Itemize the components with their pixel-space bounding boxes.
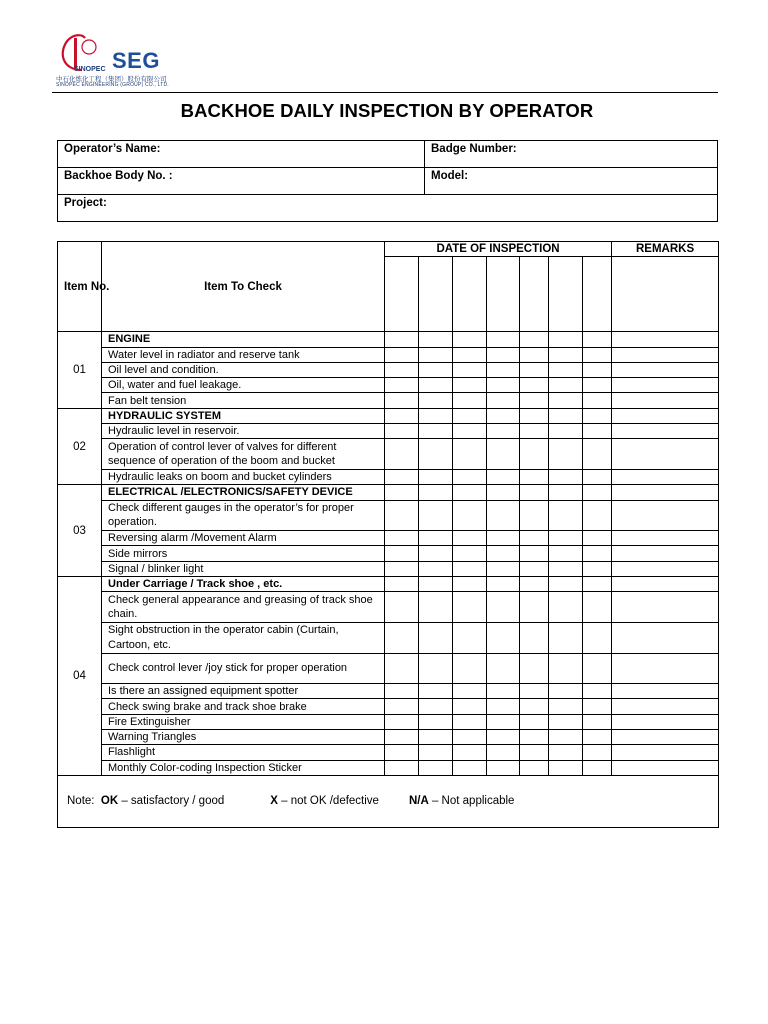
date-check-cell[interactable] [385, 439, 419, 470]
date-check-cell[interactable] [453, 347, 487, 362]
check-item: Check different gauges in the operator’s for proper operation. [102, 500, 385, 531]
date-check-cell[interactable] [487, 714, 520, 729]
date-check-cell[interactable] [419, 439, 453, 470]
check-item: Flashlight [102, 745, 385, 760]
table-row [58, 424, 719, 439]
check-item: Check general appearance and greasing of track shoe chain. [102, 592, 385, 623]
table-row [58, 362, 719, 377]
date-check-cell[interactable] [549, 730, 583, 745]
date-check-cell[interactable] [487, 622, 520, 653]
date-check-cell[interactable] [520, 408, 549, 423]
date-check-cell[interactable] [549, 622, 583, 653]
date-check-cell[interactable] [419, 500, 453, 531]
date-check-cell[interactable] [385, 332, 419, 347]
date-check-cell[interactable] [487, 439, 520, 470]
check-item: Monthly Color-coding Inspection Sticker [102, 760, 385, 775]
table-row [58, 760, 719, 775]
remarks-cell[interactable] [612, 332, 719, 347]
remarks-cell[interactable] [612, 347, 719, 362]
check-item: Reversing alarm /Movement Alarm [102, 531, 385, 546]
remarks-cell[interactable] [612, 684, 719, 699]
item-number: 04 [58, 577, 102, 776]
check-item: Oil, water and fuel leakage. [102, 378, 385, 393]
badge-text: SINOPEC [74, 66, 106, 73]
date-check-cell[interactable] [419, 531, 453, 546]
date-check-cell[interactable] [520, 531, 549, 546]
date-check-cell[interactable] [385, 500, 419, 531]
date-check-cell[interactable] [549, 424, 583, 439]
remarks-cell[interactable] [612, 622, 719, 653]
section-header-row [58, 577, 719, 592]
date-check-cell[interactable] [487, 378, 520, 393]
check-item: Water level in radiator and reserve tank [102, 347, 385, 362]
date-check-cell[interactable] [583, 531, 612, 546]
date-check-cell[interactable] [583, 424, 612, 439]
check-item: Hydraulic level in reservoir. [102, 424, 385, 439]
date-check-cell[interactable] [453, 699, 487, 714]
date-check-cell[interactable] [487, 362, 520, 377]
check-item: Is there an assigned equipment spotter [102, 684, 385, 699]
date-column-header[interactable] [487, 257, 520, 332]
date-check-cell[interactable] [583, 653, 612, 684]
date-check-cell[interactable] [520, 347, 549, 362]
date-check-cell[interactable] [583, 332, 612, 347]
date-check-cell[interactable] [453, 730, 487, 745]
date-check-cell[interactable] [583, 469, 612, 484]
date-check-cell[interactable] [419, 424, 453, 439]
remarks-cell[interactable] [612, 408, 719, 423]
date-check-cell[interactable] [385, 561, 419, 576]
date-check-cell[interactable] [583, 561, 612, 576]
date-check-cell[interactable] [453, 577, 487, 592]
x-key: X [270, 795, 278, 808]
date-check-cell[interactable] [419, 393, 453, 408]
date-check-cell[interactable] [453, 684, 487, 699]
date-check-cell[interactable] [549, 577, 583, 592]
remarks-header: REMARKS [612, 242, 719, 257]
na-key: N/A [408, 795, 429, 808]
date-check-cell[interactable] [583, 622, 612, 653]
date-check-cell[interactable] [549, 561, 583, 576]
remarks-cell[interactable] [612, 439, 719, 470]
table-row [58, 684, 719, 699]
table-row [58, 500, 719, 531]
date-check-cell[interactable] [487, 347, 520, 362]
document-title: BACKHOE DAILY INSPECTION BY OPERATOR [180, 100, 594, 121]
check-item: Oil level and condition. [102, 362, 385, 377]
date-check-cell[interactable] [453, 332, 487, 347]
date-check-cell[interactable] [453, 622, 487, 653]
date-check-cell[interactable] [583, 745, 612, 760]
date-check-cell[interactable] [487, 408, 520, 423]
item-number: 02 [58, 408, 102, 484]
date-check-cell[interactable] [549, 408, 583, 423]
date-check-cell[interactable] [487, 485, 520, 500]
date-check-cell[interactable] [385, 362, 419, 377]
section-header-row [58, 332, 719, 347]
inspection-table [57, 241, 719, 828]
date-check-cell[interactable] [453, 653, 487, 684]
date-check-cell[interactable] [385, 699, 419, 714]
date-check-cell[interactable] [487, 745, 520, 760]
date-check-cell[interactable] [385, 622, 419, 653]
date-check-cell[interactable] [385, 531, 419, 546]
date-check-cell[interactable] [385, 714, 419, 729]
date-check-cell[interactable] [549, 714, 583, 729]
date-check-cell[interactable] [385, 546, 419, 561]
date-check-cell[interactable] [520, 546, 549, 561]
date-check-cell[interactable] [549, 745, 583, 760]
check-item: Check control lever /joy stick for proper operation [102, 653, 385, 684]
date-check-cell[interactable] [385, 684, 419, 699]
date-check-cell[interactable] [549, 653, 583, 684]
date-check-cell[interactable] [520, 332, 549, 347]
remarks-cell[interactable] [612, 393, 719, 408]
company-name-en: SINOPEC ENGINEERING (GROUP) CO., LTD. [56, 82, 169, 88]
date-check-cell[interactable] [549, 546, 583, 561]
date-check-cell[interactable] [419, 577, 453, 592]
remarks-cell[interactable] [612, 500, 719, 531]
section-title: Under Carriage / Track shoe , etc. [102, 577, 385, 592]
date-check-cell[interactable] [487, 500, 520, 531]
date-check-cell[interactable] [583, 714, 612, 729]
date-check-cell[interactable] [453, 745, 487, 760]
table-row [58, 730, 719, 745]
date-check-cell[interactable] [520, 592, 549, 623]
date-check-cell[interactable] [583, 393, 612, 408]
date-check-cell[interactable] [453, 408, 487, 423]
date-check-cell[interactable] [385, 347, 419, 362]
date-check-cell[interactable] [419, 332, 453, 347]
date-check-cell[interactable] [453, 439, 487, 470]
date-check-cell[interactable] [385, 393, 419, 408]
na-text: – Not applicable [431, 795, 515, 808]
date-check-cell[interactable] [520, 653, 549, 684]
date-check-cell[interactable] [487, 684, 520, 699]
date-check-cell[interactable] [419, 347, 453, 362]
date-column-header[interactable] [453, 257, 487, 332]
date-check-cell[interactable] [520, 439, 549, 470]
date-check-cell[interactable] [453, 485, 487, 500]
date-check-cell[interactable] [487, 577, 520, 592]
table-row [58, 439, 719, 470]
remarks-cell[interactable] [612, 699, 719, 714]
remarks-cell[interactable] [612, 653, 719, 684]
date-check-cell[interactable] [419, 622, 453, 653]
check-item: Fire Extinguisher [102, 714, 385, 729]
note-row [58, 775, 719, 827]
date-check-cell[interactable] [520, 760, 549, 775]
item-number: 01 [58, 332, 102, 408]
badge-number-field[interactable]: Badge Number: [425, 141, 718, 168]
item-number: 03 [58, 485, 102, 577]
date-check-cell[interactable] [487, 424, 520, 439]
date-check-cell[interactable] [520, 577, 549, 592]
remarks-column-header[interactable] [612, 257, 719, 332]
date-check-cell[interactable] [385, 469, 419, 484]
company-name-cn: 中石化炼化工程（集团）股份有限公司 [56, 76, 167, 83]
check-item: Check swing brake and track shoe brake [102, 699, 385, 714]
section-title: ELECTRICAL /ELECTRONICS/SAFETY DEVICE [102, 485, 385, 500]
date-check-cell[interactable] [520, 699, 549, 714]
section-header-row [58, 485, 719, 500]
date-check-cell[interactable] [583, 760, 612, 775]
date-check-cell[interactable] [419, 378, 453, 393]
check-item: Operation of control lever of valves for different sequence of operation of the boom and bucket [102, 439, 385, 470]
date-check-cell[interactable] [520, 378, 549, 393]
remarks-cell[interactable] [612, 592, 719, 623]
date-check-cell[interactable] [487, 393, 520, 408]
date-check-cell[interactable] [453, 362, 487, 377]
date-check-cell[interactable] [487, 592, 520, 623]
table-row [58, 378, 719, 393]
table-row [58, 531, 719, 546]
date-check-cell[interactable] [549, 485, 583, 500]
body-no-field[interactable]: Backhoe Body No. : [58, 168, 425, 195]
date-check-cell[interactable] [453, 500, 487, 531]
item-no-header: Item No. [58, 242, 102, 332]
table-row [58, 393, 719, 408]
date-check-cell[interactable] [549, 332, 583, 347]
date-check-cell[interactable] [583, 362, 612, 377]
date-check-cell[interactable] [520, 730, 549, 745]
date-check-cell[interactable] [419, 469, 453, 484]
date-check-cell[interactable] [549, 469, 583, 484]
table-row [58, 622, 719, 653]
date-check-cell[interactable] [520, 622, 549, 653]
model-field[interactable]: Model: [425, 168, 718, 195]
date-check-cell[interactable] [487, 546, 520, 561]
date-check-cell[interactable] [549, 699, 583, 714]
date-check-cell[interactable] [419, 745, 453, 760]
date-check-cell[interactable] [583, 408, 612, 423]
date-check-cell[interactable] [583, 684, 612, 699]
date-check-cell[interactable] [419, 653, 453, 684]
ok-text: – satisfactory / good [121, 795, 225, 808]
date-check-cell[interactable] [549, 378, 583, 393]
date-check-cell[interactable] [487, 332, 520, 347]
date-check-cell[interactable] [583, 485, 612, 500]
date-check-cell[interactable] [419, 485, 453, 500]
date-check-cell[interactable] [385, 653, 419, 684]
date-check-cell[interactable] [453, 531, 487, 546]
date-check-cell[interactable] [453, 592, 487, 623]
date-check-cell[interactable] [385, 592, 419, 623]
table-row [58, 714, 719, 729]
remarks-cell[interactable] [612, 730, 719, 745]
remarks-cell[interactable] [612, 531, 719, 546]
table-row [58, 347, 719, 362]
date-check-cell[interactable] [453, 546, 487, 561]
check-item: Hydraulic leaks on boom and bucket cylinders [102, 469, 385, 484]
date-check-cell[interactable] [419, 362, 453, 377]
remarks-cell[interactable] [612, 424, 719, 439]
date-check-cell[interactable] [453, 760, 487, 775]
table-row [58, 561, 719, 576]
check-item: Warning Triangles [102, 730, 385, 745]
date-column-header[interactable] [549, 257, 583, 332]
check-item: Sight obstruction in the operator cabin (Curtain, Cartoon, etc. [102, 622, 385, 653]
date-check-cell[interactable] [453, 424, 487, 439]
section-title: ENGINE [102, 332, 385, 347]
date-check-cell[interactable] [487, 699, 520, 714]
date-check-cell[interactable] [549, 684, 583, 699]
date-column-header[interactable] [583, 257, 612, 332]
date-check-cell[interactable] [549, 362, 583, 377]
date-column-header[interactable] [419, 257, 453, 332]
date-check-cell[interactable] [453, 714, 487, 729]
item-header: Item To Check [102, 242, 385, 332]
date-check-cell[interactable] [520, 393, 549, 408]
date-check-cell[interactable] [385, 577, 419, 592]
date-check-cell[interactable] [583, 439, 612, 470]
date-check-cell[interactable] [520, 561, 549, 576]
date-check-cell[interactable] [549, 347, 583, 362]
date-check-cell[interactable] [549, 500, 583, 531]
check-item: Signal / blinker light [102, 561, 385, 576]
date-check-cell[interactable] [583, 546, 612, 561]
check-item: Fan belt tension [102, 393, 385, 408]
remarks-cell[interactable] [612, 714, 719, 729]
sinopec-emblem-icon [52, 32, 112, 74]
date-check-cell[interactable] [549, 393, 583, 408]
remarks-cell[interactable] [612, 362, 719, 377]
date-check-cell[interactable] [583, 699, 612, 714]
remarks-cell[interactable] [612, 546, 719, 561]
project-field[interactable]: Project: [58, 195, 718, 222]
date-check-cell[interactable] [385, 424, 419, 439]
company-logo [52, 32, 182, 90]
date-check-cell[interactable] [419, 561, 453, 576]
remarks-cell[interactable] [612, 577, 719, 592]
date-check-cell[interactable] [583, 378, 612, 393]
section-header-row [58, 408, 719, 423]
date-check-cell[interactable] [419, 684, 453, 699]
legend-note [58, 775, 719, 827]
date-check-cell[interactable] [487, 469, 520, 484]
date-check-cell[interactable] [385, 378, 419, 393]
date-check-cell[interactable] [583, 347, 612, 362]
date-check-cell[interactable] [419, 592, 453, 623]
date-check-cell[interactable] [385, 730, 419, 745]
date-check-cell[interactable] [419, 730, 453, 745]
date-header: DATE OF INSPECTION [385, 242, 612, 257]
date-check-cell[interactable] [520, 485, 549, 500]
date-check-cell[interactable] [453, 561, 487, 576]
date-check-cell[interactable] [453, 393, 487, 408]
date-check-cell[interactable] [520, 362, 549, 377]
header-rule [52, 92, 718, 93]
section-title: HYDRAULIC SYSTEM [102, 408, 385, 423]
date-column-header[interactable] [520, 257, 549, 332]
table-row [58, 699, 719, 714]
date-check-cell[interactable] [583, 500, 612, 531]
remarks-cell[interactable] [612, 378, 719, 393]
date-check-cell[interactable] [549, 531, 583, 546]
date-check-cell[interactable] [419, 699, 453, 714]
table-row [58, 653, 719, 684]
date-check-cell[interactable] [385, 408, 419, 423]
remarks-cell[interactable] [612, 469, 719, 484]
remarks-cell[interactable] [612, 745, 719, 760]
remarks-cell[interactable] [612, 561, 719, 576]
brand-name: SEG [112, 48, 160, 73]
date-check-cell[interactable] [583, 730, 612, 745]
table-row [58, 469, 719, 484]
table-row [58, 546, 719, 561]
date-check-cell[interactable] [385, 485, 419, 500]
date-check-cell[interactable] [549, 592, 583, 623]
date-check-cell[interactable] [487, 653, 520, 684]
date-check-cell[interactable] [419, 546, 453, 561]
date-check-cell[interactable] [419, 760, 453, 775]
date-check-cell[interactable] [520, 500, 549, 531]
date-check-cell[interactable] [385, 760, 419, 775]
date-check-cell[interactable] [520, 745, 549, 760]
date-check-cell[interactable] [453, 469, 487, 484]
date-column-header[interactable] [385, 257, 419, 332]
date-check-cell[interactable] [520, 469, 549, 484]
note-label: Note: [67, 795, 95, 808]
date-check-cell[interactable] [385, 745, 419, 760]
date-check-cell[interactable] [520, 424, 549, 439]
operator-name-field[interactable]: Operator’s Name: [58, 141, 425, 168]
date-check-cell[interactable] [520, 714, 549, 729]
date-check-cell[interactable] [487, 730, 520, 745]
date-check-cell[interactable] [487, 760, 520, 775]
date-check-cell[interactable] [419, 714, 453, 729]
check-item: Side mirrors [102, 546, 385, 561]
x-text: – not OK /defective [281, 795, 379, 808]
table-row [58, 592, 719, 623]
ok-key: OK [100, 795, 119, 808]
remarks-cell[interactable] [612, 485, 719, 500]
remarks-cell[interactable] [612, 760, 719, 775]
date-check-cell[interactable] [453, 378, 487, 393]
info-table [57, 140, 718, 222]
date-check-cell[interactable] [549, 760, 583, 775]
date-check-cell[interactable] [487, 561, 520, 576]
date-check-cell[interactable] [520, 684, 549, 699]
date-check-cell[interactable] [549, 439, 583, 470]
date-check-cell[interactable] [583, 577, 612, 592]
date-check-cell[interactable] [419, 408, 453, 423]
table-row [58, 745, 719, 760]
date-check-cell[interactable] [583, 592, 612, 623]
date-check-cell[interactable] [487, 531, 520, 546]
